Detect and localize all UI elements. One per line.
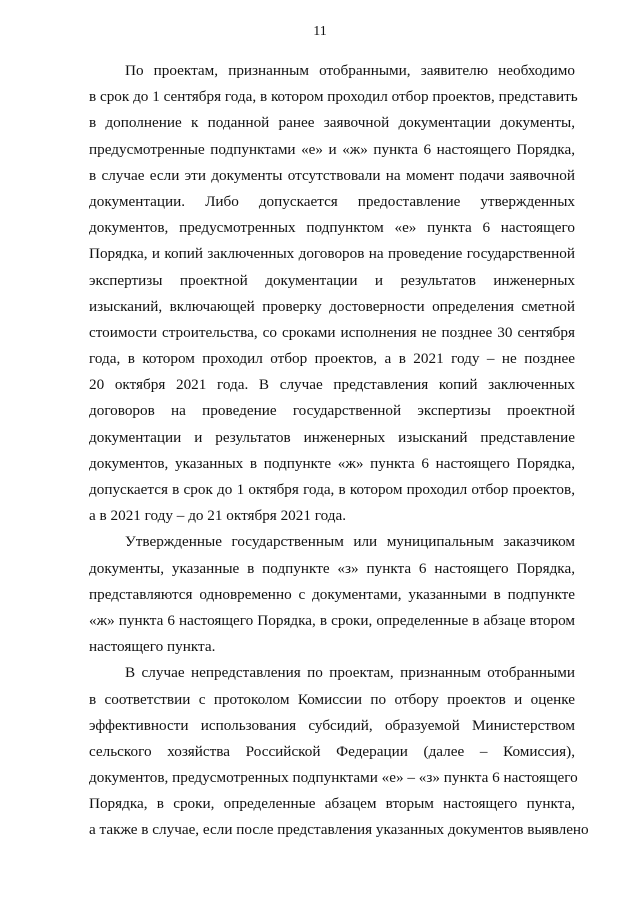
text-line: допускается в срок до 1 октября года, в котором проходил отбор проектов, <box>89 481 575 498</box>
text-line: эффективности использования субсидий, образуемой Министерством <box>89 716 575 734</box>
text-line: года, в котором проходил отбор проектов, а в 2021 году – не позднее <box>89 350 575 368</box>
text-line: В случае непредставления по проектам, признанным отобранными <box>125 664 575 682</box>
text-line: в соответствии с протоколом Комиссии по отбору проектов и оценке <box>89 690 575 708</box>
text-line: в срок до 1 сентября года, в котором проходил отбор проектов, представить <box>89 88 578 106</box>
paragraph <box>89 660 589 843</box>
body-text <box>89 58 589 844</box>
text-line: документов, предусмотренных подпунктами «е» – «з» пункта 6 настоящего <box>89 769 578 787</box>
text-line: изысканий, включающей проверку достоверности определения сметной <box>89 297 575 315</box>
text-line: документации и результатов инженерных изысканий представление <box>89 428 575 446</box>
text-line: документов, указанных в подпункте «ж» пункта 6 настоящего Порядка, <box>89 454 575 472</box>
text-line: документы, указанные в подпункте «з» пункта 6 настоящего Порядка, <box>89 559 575 577</box>
page-number: 11 <box>313 24 327 39</box>
text-line: а также в случае, если после представления указанных документов выявлено <box>89 821 589 839</box>
text-line: а в 2021 году – до 21 октября 2021 года. <box>89 507 347 525</box>
text-line: документов, предусмотренных подпунктом «е» пункта 6 настоящего <box>89 219 575 237</box>
text-line: 20 октября 2021 года. В случае представления копий заключенных <box>89 376 575 394</box>
text-line: представляются одновременно с документами, указанными в подпункте <box>89 585 575 603</box>
paragraph <box>89 529 575 660</box>
text-line: Утвержденные государственным или муниципальным заказчиком <box>125 533 575 551</box>
text-line: предусмотренные подпунктами «е» и «ж» пункта 6 настоящего Порядка, <box>89 140 575 158</box>
paragraph <box>89 58 578 529</box>
text-line: настоящего пункта. <box>89 638 216 656</box>
text-line: «ж» пункта 6 настоящего Порядка, в сроки, определенные в абзаце втором <box>89 611 575 629</box>
text-line: экспертизы проектной документации и результатов инженерных <box>89 271 575 289</box>
text-line: стоимости строительства, со сроками исполнения не позднее 30 сентября <box>89 323 575 341</box>
text-line: в дополнение к поданной ранее заявочной документации документы, <box>89 114 575 132</box>
text-line: Порядка, и копий заключенных договоров на проведение государственной <box>89 245 575 263</box>
text-line: Порядка, в сроки, определенные абзацем вторым настоящего пункта, <box>89 795 575 813</box>
text-line: документации. Либо допускается предоставление утвержденных <box>89 192 575 210</box>
text-line: договоров на проведение государственной экспертизы проектной <box>89 402 575 420</box>
text-line: По проектам, признанным отобранными, заявителю необходимо <box>125 62 575 79</box>
text-line: сельского хозяйства Российской Федерации (далее – Комиссия), <box>89 742 575 760</box>
text-line: в случае если эти документы отсутствовали на момент подачи заявочной <box>89 166 575 184</box>
